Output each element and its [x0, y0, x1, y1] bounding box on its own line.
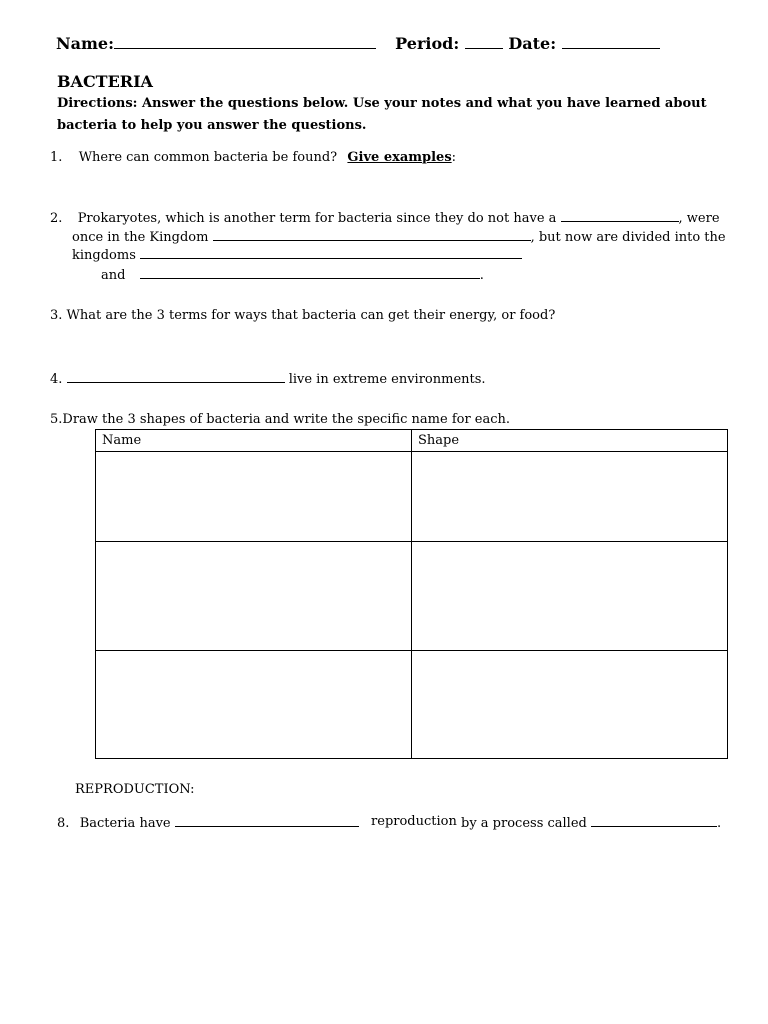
q8-process-blank[interactable] [591, 826, 717, 827]
q4-text: live in extreme environments. [288, 372, 486, 387]
q2-line4: and [101, 268, 126, 283]
q2-number: 2. [50, 211, 63, 226]
q1-number: 1. [50, 150, 63, 165]
directions-line-1: Directions: Answer the questions below. Use your notes and what you have learned about [57, 96, 707, 111]
q8-part2: reproduction [371, 814, 457, 829]
q8-number: 8. [57, 816, 70, 831]
shape-cell[interactable] [412, 452, 728, 542]
q2-line2-a: once in the Kingdom [72, 230, 209, 245]
name-label: Name: [56, 34, 115, 53]
question-2-line-4 [101, 268, 484, 283]
q2-kingdom-blank[interactable] [213, 240, 531, 241]
q4-number: 4. [50, 372, 63, 387]
q2-line1-b: , were [678, 211, 720, 226]
table-row [96, 651, 728, 759]
question-5 [50, 412, 510, 427]
q2-line3: kingdoms [72, 248, 136, 263]
header-row [56, 34, 660, 53]
table-header-shape: Shape [412, 430, 728, 452]
q8-part1: Bacteria have [79, 816, 171, 831]
reproduction-heading: REPRODUCTION: [75, 782, 195, 797]
q1-emphasis: Give examples [347, 150, 452, 165]
date-label: Date: [508, 34, 557, 53]
q2-kingdoms-blank[interactable] [140, 258, 522, 259]
name-blank[interactable] [114, 48, 376, 49]
page-title: BACTERIA [57, 72, 153, 91]
shape-cell[interactable] [412, 542, 728, 651]
question-4 [50, 372, 486, 387]
date-blank[interactable] [562, 48, 660, 49]
q2-line1-a: Prokaryotes, which is another term for bacteria since they do not have a [77, 211, 557, 226]
name-cell[interactable] [96, 542, 412, 651]
table-row [96, 452, 728, 542]
question-3: 3. What are the 3 terms for ways that bacteria can get their energy, or food? [50, 308, 556, 323]
q2-line4-end: . [479, 268, 484, 283]
directions-line-2: bacteria to help you answer the questions. [57, 118, 367, 133]
table-row [96, 542, 728, 651]
question-1 [50, 150, 456, 165]
table-header-row [96, 430, 728, 452]
question-2-line-1 [50, 211, 720, 226]
q2-line2-b: , but now are divided into the [530, 230, 726, 245]
question-8 [57, 816, 721, 831]
question-2-line-2 [72, 230, 726, 245]
name-cell[interactable] [96, 452, 412, 542]
q8-type-blank[interactable] [175, 826, 359, 827]
period-blank[interactable] [465, 48, 503, 49]
bacteria-shapes-table [95, 429, 728, 759]
q1-suffix: : [451, 150, 457, 165]
q8-end: . [717, 816, 722, 831]
q4-blank[interactable] [67, 382, 285, 383]
period-label: Period: [395, 34, 460, 53]
q2-and-blank[interactable] [140, 278, 480, 279]
q5-text: Draw the 3 shapes of bacteria and write the specific name for each. [62, 412, 511, 427]
table-header-name: Name [96, 430, 412, 452]
q8-part3: by a process called [461, 816, 587, 831]
shape-cell[interactable] [412, 651, 728, 759]
question-2-line-3 [72, 248, 522, 263]
name-cell[interactable] [96, 651, 412, 759]
q1-text: Where can common bacteria be found? [78, 150, 338, 165]
q5-number: 5. [50, 412, 63, 427]
q2-nucleus-blank[interactable] [561, 221, 679, 222]
